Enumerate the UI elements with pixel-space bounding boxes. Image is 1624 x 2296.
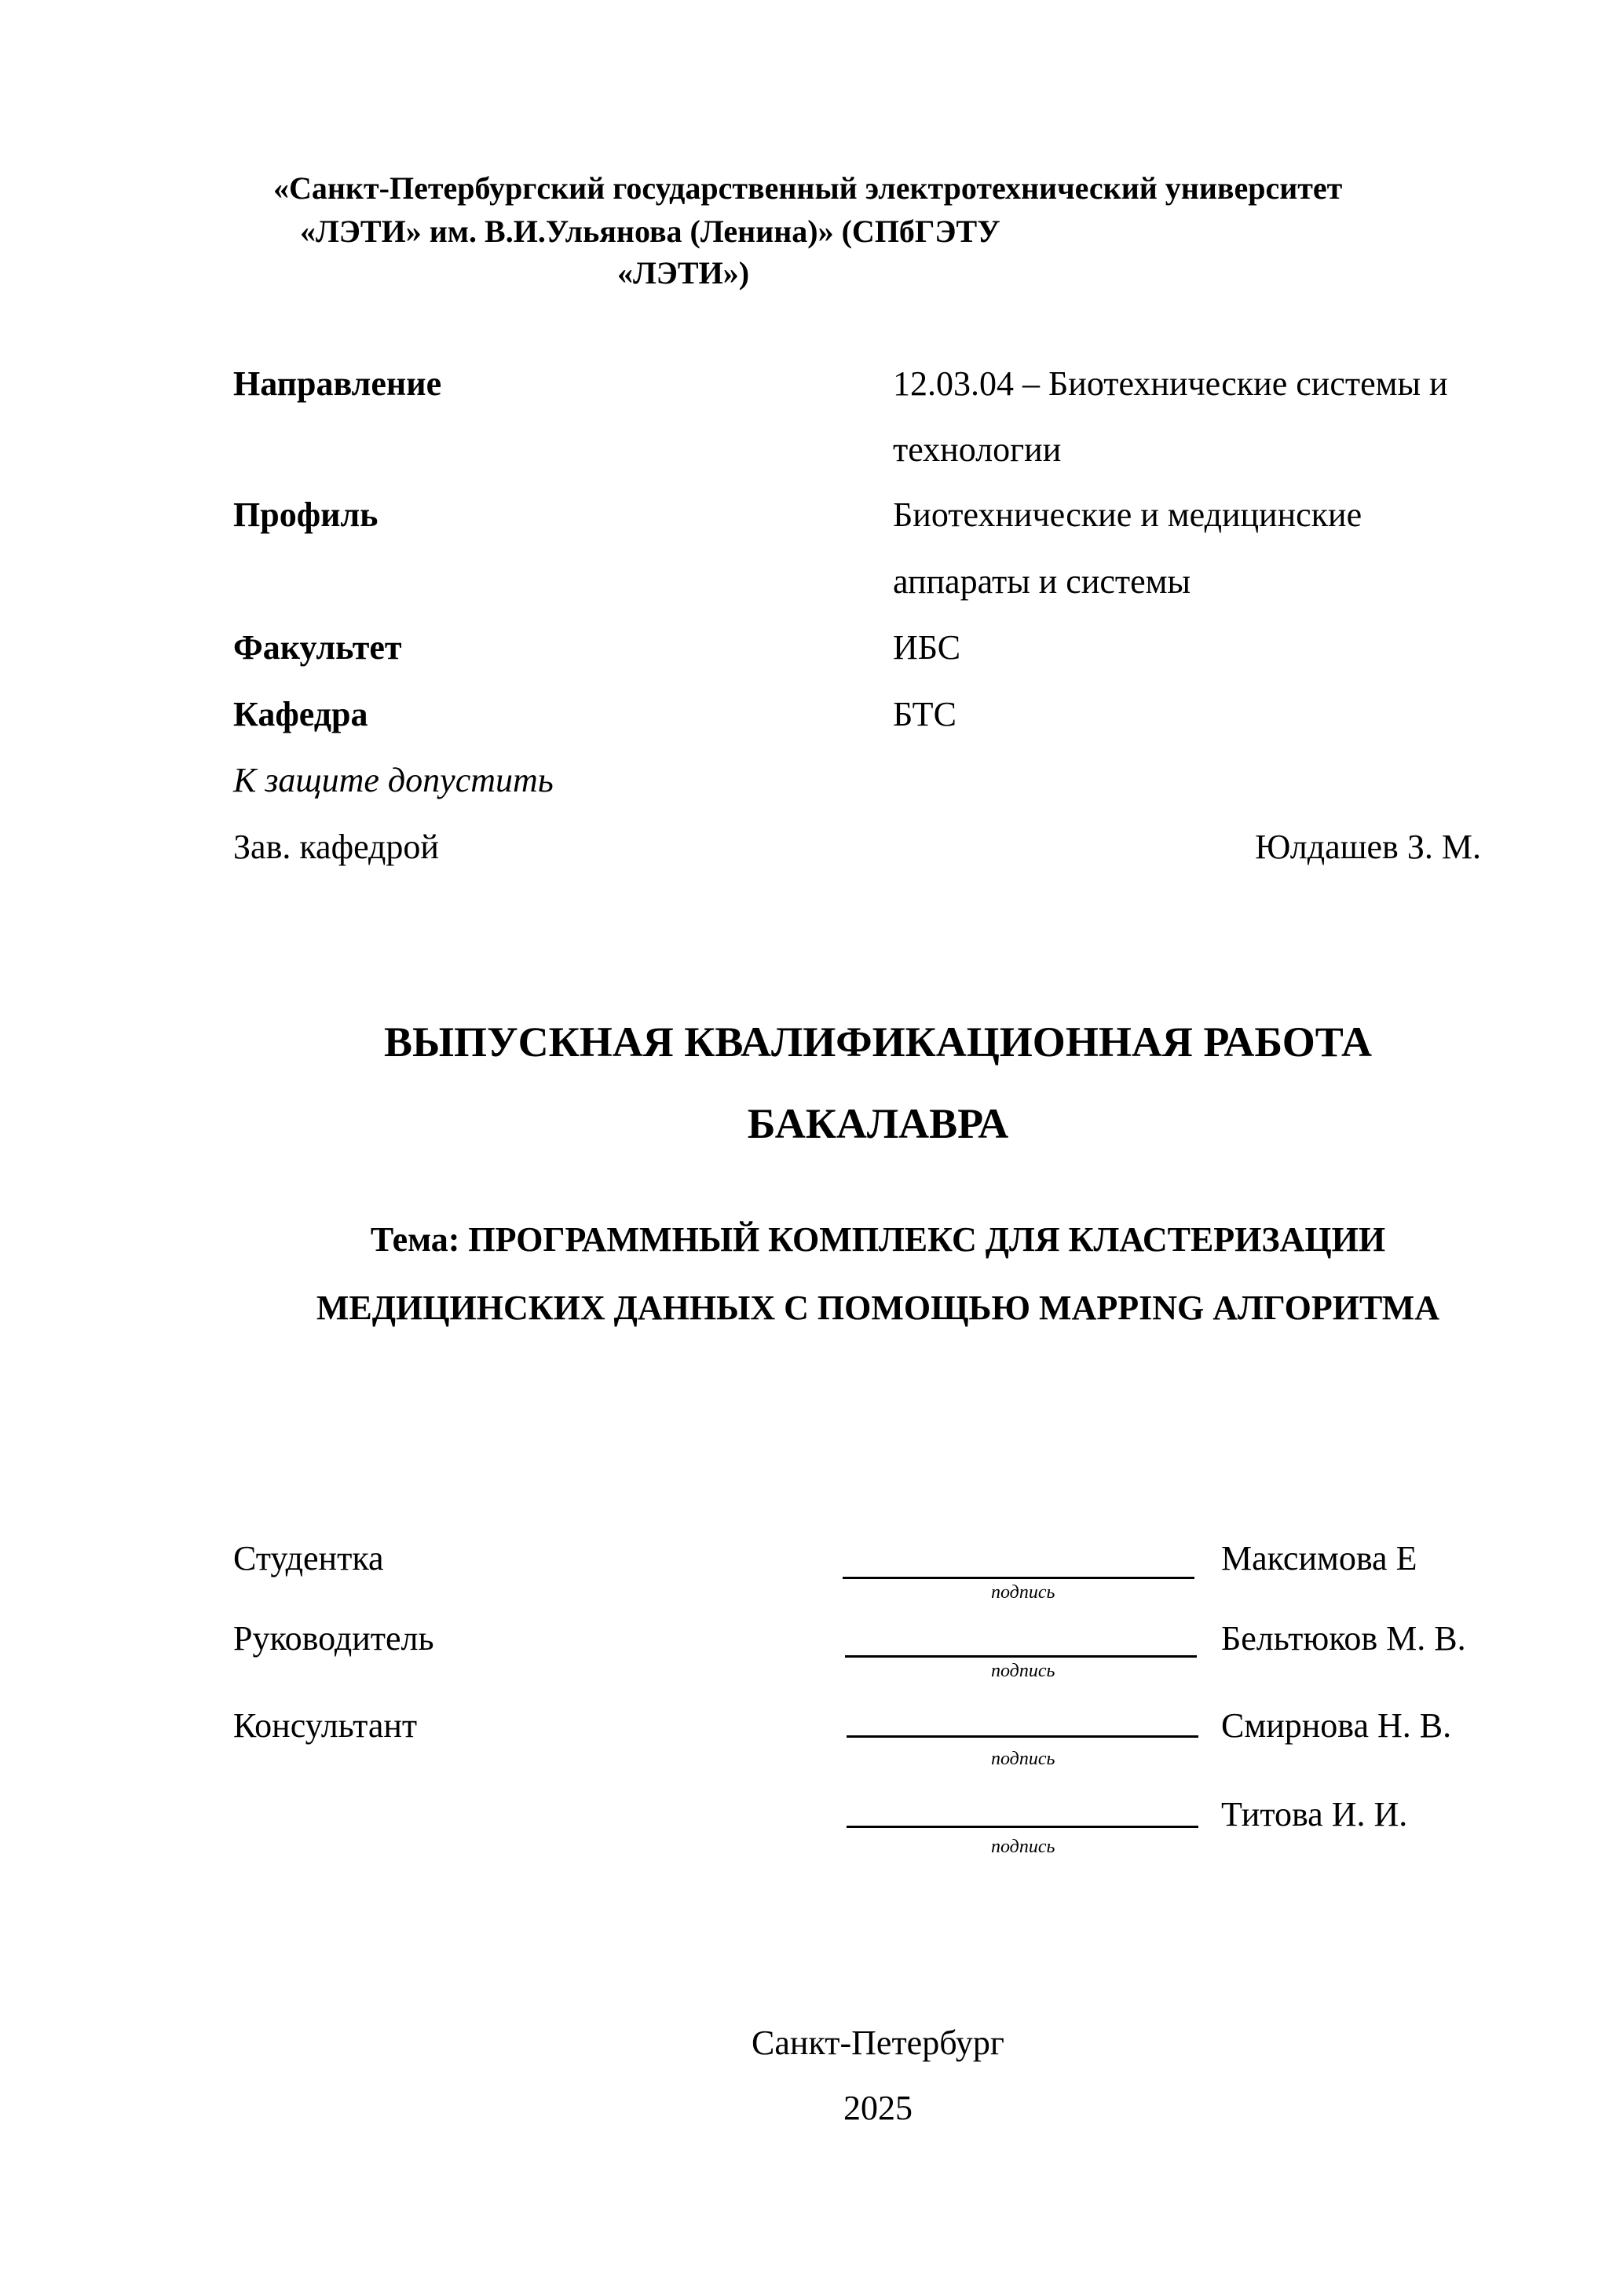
- signature-caption: подпись: [991, 1661, 1055, 1681]
- direction-label: Направление: [233, 364, 442, 403]
- signature-caption: подпись: [991, 1582, 1055, 1603]
- direction-value-1: 12.03.04 – Биотехнические системы и: [893, 364, 1448, 403]
- city: Санкт-Петербург: [752, 2024, 1004, 2062]
- topic-line-1: Тема: ПРОГРАММНЫЙ КОМПЛЕКС ДЛЯ КЛАСТЕРИЗАЦИИ: [370, 1220, 1386, 1259]
- signature-name: Смирнова Н. В.: [1221, 1706, 1452, 1745]
- signature-caption: подпись: [991, 1837, 1055, 1857]
- signature-name: Бельтюков М. В.: [1221, 1619, 1466, 1658]
- year: 2025: [843, 2089, 913, 2127]
- topic-line-2: МЕДИЦИНСКИХ ДАННЫХ С ПОМОЩЬЮ MAPPING АЛГОРИТМА: [316, 1289, 1440, 1327]
- header-line-3: «ЛЭТИ»): [617, 255, 750, 291]
- profile-value-1: Биотехнические и медицинские: [893, 495, 1362, 534]
- direction-value-2: технологии: [893, 430, 1062, 469]
- header-line-1: «Санкт-Петербургский государственный электротехнический университет: [273, 170, 1343, 206]
- profile-value-2: аппараты и системы: [893, 562, 1191, 601]
- faculty-value: ИБС: [893, 628, 961, 667]
- title-line-1: ВЫПУСКНАЯ КВАЛИФИКАЦИОННАЯ РАБОТА: [383, 1018, 1373, 1066]
- header-line-2: «ЛЭТИ» им. В.И.Ульянова (Ленина)» (СПбГЭТУ: [300, 214, 1000, 249]
- signature-line: [847, 1735, 1198, 1738]
- head-of-department-name: Юлдашев З. М.: [1255, 828, 1481, 866]
- signature-line: [845, 1655, 1197, 1658]
- signature-role: Консультант: [233, 1706, 418, 1745]
- department-label: Кафедра: [233, 695, 368, 733]
- head-of-department-label: Зав. кафедрой: [233, 828, 439, 866]
- department-value: БТС: [893, 695, 956, 733]
- signature-name: Максимова Е: [1221, 1539, 1417, 1578]
- faculty-label: Факультет: [233, 628, 402, 667]
- profile-label: Профиль: [233, 495, 379, 534]
- signature-role: Руководитель: [233, 1619, 434, 1658]
- signature-line: [843, 1577, 1194, 1579]
- title-line-2: БАКАЛАВРА: [747, 1100, 1009, 1147]
- signature-role: Студентка: [233, 1539, 384, 1578]
- signature-name: Титова И. И.: [1221, 1795, 1408, 1834]
- signature-line: [847, 1826, 1198, 1828]
- admit-to-defense: К защите допустить: [233, 761, 554, 799]
- signature-caption: подпись: [991, 1749, 1055, 1769]
